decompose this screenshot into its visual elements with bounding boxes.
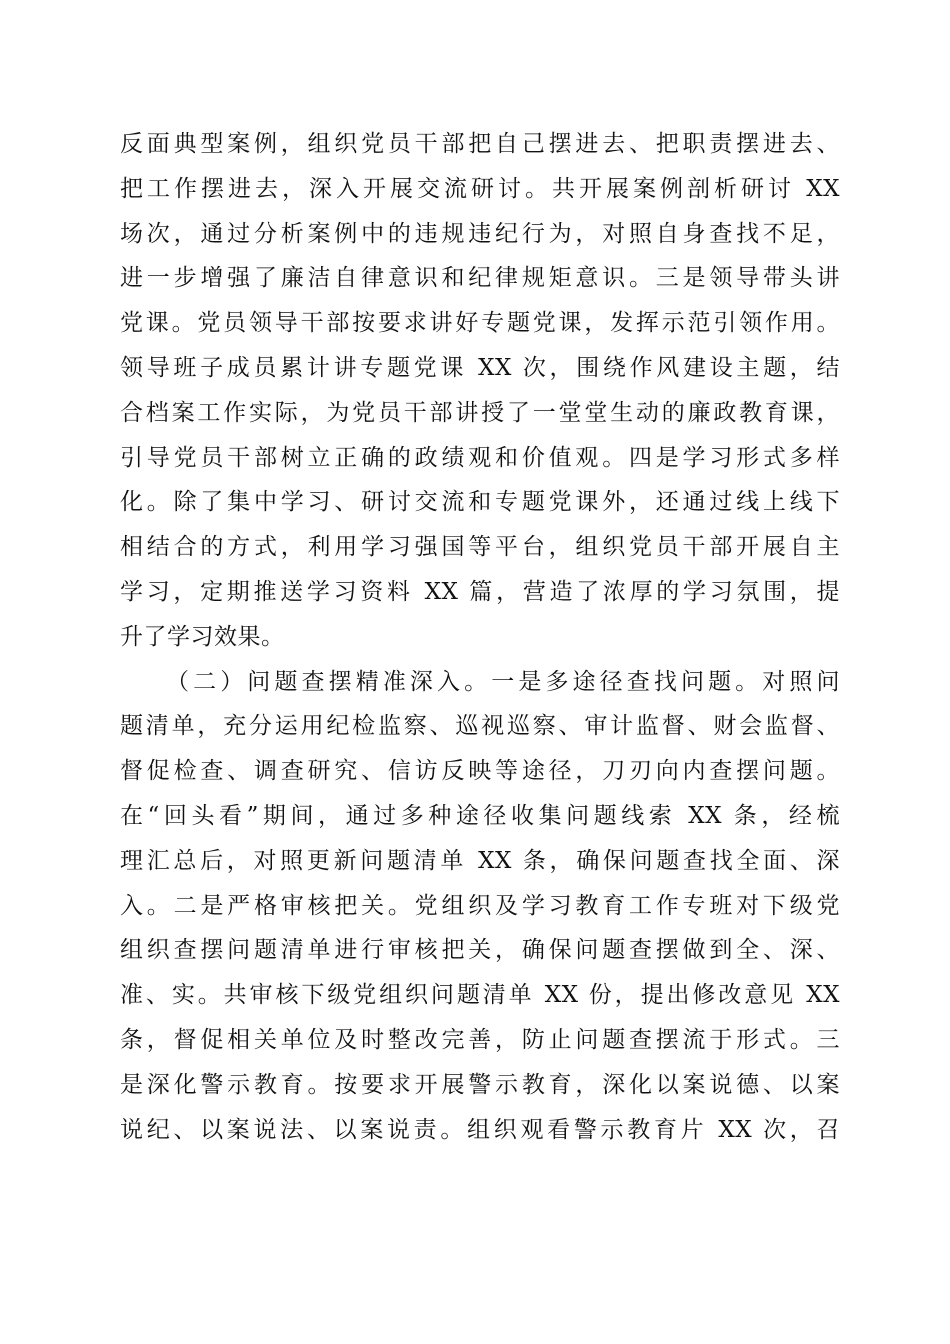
text-line: 条，督促相关单位及时整改完善，防止问题查摆流于形式。三	[120, 1026, 840, 1053]
text-line: 场次，通过分析案例中的违规违纪行为，对照自身查找不足，	[120, 220, 840, 247]
text-line: 引导党员干部树立正确的政绩观和价值观。四是学习形式多样	[120, 444, 840, 471]
text-line: 在“回头看”期间，通过多种途径收集问题线索 XX 条，经梳	[120, 802, 840, 829]
text-line: 题清单，充分运用纪检监察、巡视巡察、审计监督、财会监督、	[120, 713, 840, 740]
text-line: 学习，定期推送学习资料 XX 篇，营造了浓厚的学习氛围，提	[120, 578, 840, 605]
document-body	[120, 122, 840, 1152]
section-heading-line: （二）问题查摆精准深入。一是多途径查找问题。对照问	[166, 668, 840, 695]
text-line: 把工作摆进去，深入开展交流研讨。共开展案例剖析研讨 XX	[120, 175, 840, 202]
text-line: 化。除了集中学习、研讨交流和专题党课外，还通过线上线下	[120, 489, 840, 516]
text-line: 进一步增强了廉洁自律意识和纪律规矩意识。三是领导带头讲	[120, 265, 840, 292]
text-line: 党课。党员领导干部按要求讲好专题党课，发挥示范引领作用。	[120, 310, 840, 337]
text-line: 相结合的方式，利用学习强国等平台，组织党员干部开展自主	[120, 534, 840, 561]
text-line: 准、实。共审核下级党组织问题清单 XX 份，提出修改意见 XX	[120, 982, 840, 1009]
text-line: 督促检查、调查研究、信访反映等途径，刀刃向内查摆问题。	[120, 758, 840, 785]
text-line: 入。二是严格审核把关。党组织及学习教育工作专班对下级党	[120, 892, 840, 919]
text-line: 领导班子成员累计讲专题党课 XX 次，围绕作风建设主题，结	[120, 354, 840, 381]
text-line: 说纪、以案说法、以案说责。组织观看警示教育片 XX 次，召	[120, 1116, 840, 1143]
text-line: 是深化警示教育。按要求开展警示教育，深化以案说德、以案	[120, 1071, 840, 1098]
text-line: 反面典型案例，组织党员干部把自己摆进去、把职责摆进去、	[120, 131, 840, 157]
text-line: 组织查摆问题清单进行审核把关，确保问题查摆做到全、深、	[120, 937, 840, 964]
text-line: 理汇总后，对照更新问题清单 XX 条，确保问题查找全面、深	[120, 847, 840, 874]
paragraph-end-line: 升了学习效果。	[120, 623, 285, 650]
text-line: 合档案工作实际，为党员干部讲授了一堂堂生动的廉政教育课，	[120, 399, 840, 426]
